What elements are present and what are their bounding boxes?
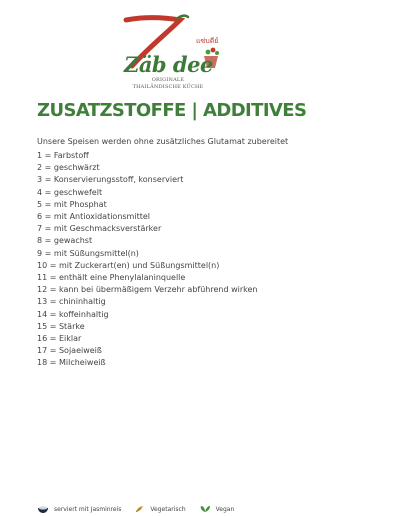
legend-item-vegetarian <box>135 505 185 513</box>
list-item: 7 = mit Geschmacksverstärker <box>37 224 162 234</box>
list-item: 18 = Milcheiweiß <box>37 358 106 368</box>
list-item: 8 = gewachst <box>37 236 93 246</box>
rice-bowl-icon <box>38 505 48 513</box>
vegan-leaf-icon <box>200 505 210 513</box>
legend-label-rice: serviert mit Jasminreis <box>54 505 122 513</box>
list-item: 1 = Farbstoff <box>37 151 89 160</box>
list-item: 2 = geschwärzt <box>37 163 100 173</box>
list-item: 4 = geschwefelt <box>37 187 103 197</box>
list-item: 14 = koffeinhaltig <box>37 309 109 319</box>
list-item: 15 = Stärke <box>37 321 85 331</box>
list-item: 9 = mit Süßungsmittel(n) <box>37 248 139 258</box>
legend-item-rice <box>38 505 121 513</box>
list-item: 10 = mit Zuckerart(en) und Süßungsmittel(n) <box>37 260 220 270</box>
list-item: 16 = Eiklar <box>37 334 82 344</box>
list-item: 17 = Sojaeiweiß <box>37 346 102 356</box>
logo-brand-name: Zäb dee <box>124 52 213 77</box>
logo-subtitle <box>118 77 218 91</box>
additives-list <box>37 150 257 370</box>
restaurant-logo <box>118 14 248 96</box>
list-item: 3 = Konservierungsstoff, konserviert <box>37 175 184 185</box>
logo-thai-text: แซ่บดีย์ <box>196 37 219 45</box>
logo-subtitle-line1: ORIGINALE <box>151 77 185 83</box>
list-item: 6 = mit Antioxidationsmittel <box>37 212 150 222</box>
list-item: 12 = kann bei übermäßigem Verzehr abführend wirken <box>37 285 258 295</box>
legend-label-vegetarian: Vegetarisch <box>150 505 186 513</box>
list-item: 11 = enthält eine Phenylalaninquelle <box>37 273 186 283</box>
vegetarian-leaf-icon <box>135 505 144 513</box>
legend-item-vegan <box>200 505 235 513</box>
page-title: ZUSATZSTOFFE | ADDITIVES <box>37 100 307 121</box>
legend-label-vegan: Vegan <box>215 505 235 513</box>
list-item: 5 = mit Phosphat <box>37 199 107 209</box>
list-item: 13 = chininhaltig <box>37 297 106 307</box>
legend-footer <box>38 505 248 513</box>
intro-text: Unsere Speisen werden ohne zusätzliches Glutamat zubereitet <box>37 137 289 146</box>
logo-subtitle-line2: THAILÄNDISCHE KÜCHE <box>132 84 204 90</box>
